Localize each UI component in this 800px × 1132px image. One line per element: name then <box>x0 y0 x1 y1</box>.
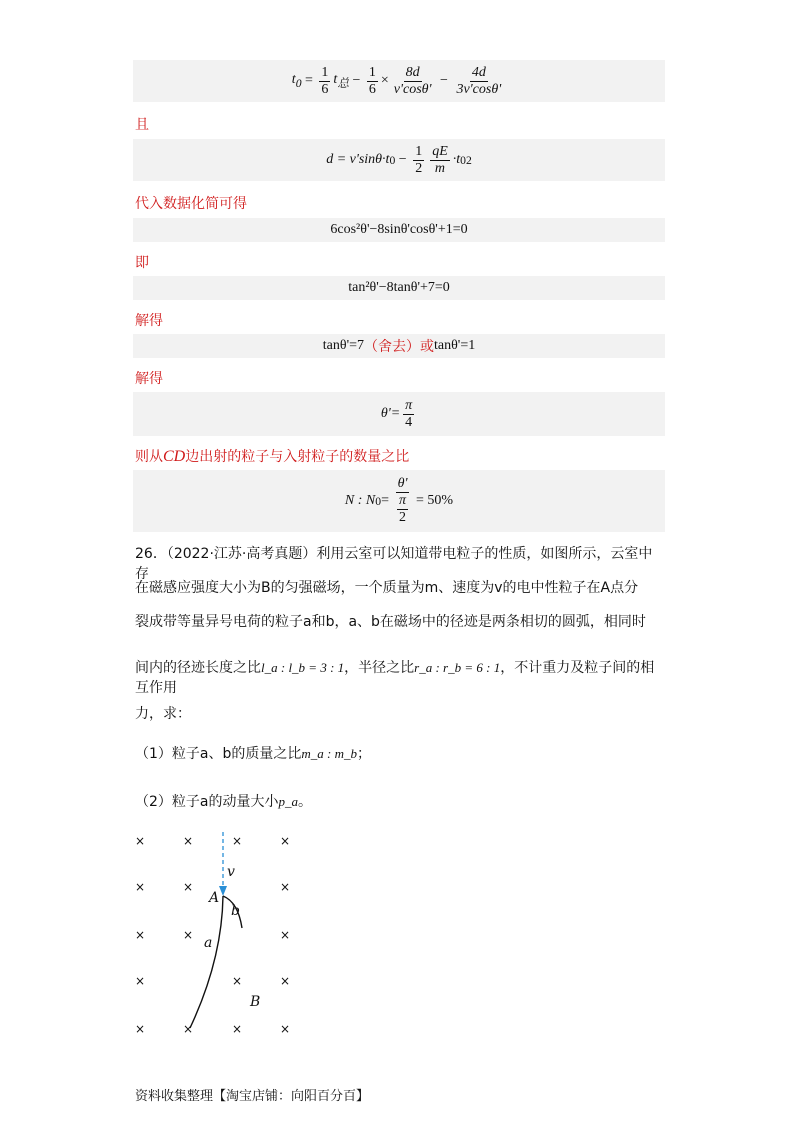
field-cross: × <box>135 834 146 848</box>
label-jiede-2: 解得 <box>135 371 163 387</box>
field-cross: × <box>280 1022 291 1036</box>
field-cross: × <box>183 928 194 942</box>
label-a: a <box>204 935 213 951</box>
label-v: v <box>227 864 235 880</box>
label-ratio: 则从CD边出射的粒子与入射粒子的数量之比 <box>135 448 410 465</box>
question-2: （2）粒子a的动量大小p_a。 <box>135 794 312 810</box>
equation-7: N : N 0 = $\frac{\theta'}{\frac{\pi}{2}}$ = 50% <box>133 470 665 532</box>
trajectory-svg <box>130 830 310 1040</box>
field-cross: × <box>232 974 243 988</box>
field-cross: × <box>135 974 146 988</box>
field-cross: × <box>183 834 194 848</box>
equation-3: 6cos²θ'−8sinθ'cosθ'+1=0 <box>133 218 665 242</box>
label-dairu: 代入数据化简可得 <box>135 196 247 212</box>
problem-line-3: 裂成带等量异号电荷的粒子a和b，a、b在磁场中的径迹是两条相切的圆弧，相同时 <box>135 614 646 630</box>
equation-d: d = v'sinθ·t 0 − $\frac{1}{2}$ $\frac{qE}{m}$ ·t 0 2 <box>133 139 665 181</box>
field-cross: × <box>135 880 146 894</box>
field-cross: × <box>280 880 291 894</box>
field-cross: × <box>135 928 146 942</box>
label-ji: 即 <box>135 255 149 271</box>
field-cross: × <box>232 834 243 848</box>
equation-5: tanθ'=7 （舍去）或 tanθ'=1 <box>133 334 665 358</box>
problem-line-4: 间内的径迹长度之比l_a : l_b = 3 : 1，半径之比r_a : r_b = 6 : 1，不计重力及粒子间的相互作用 <box>135 660 655 696</box>
problem-line-5: 力，求： <box>135 706 191 722</box>
cloud-chamber-figure <box>130 830 310 1040</box>
problem-line-1: 26．（2022·江苏·高考真题）利用云室可以知道带电粒子的性质，如图所示，云室中存 <box>135 546 653 582</box>
footer-source: 资料收集整理【淘宝店铺：向阳百分百】 <box>135 1089 370 1104</box>
field-cross: × <box>232 1022 243 1036</box>
question-1: （1）粒子a、b的质量之比m_a : m_b； <box>135 746 371 762</box>
label-B: B <box>250 994 261 1010</box>
field-cross: × <box>183 1022 194 1036</box>
equation-6: θ'= $\frac{\pi}{4}$ <box>133 392 665 436</box>
label-A: A <box>209 890 220 906</box>
label-b: b <box>231 903 240 919</box>
equation-4: tan²θ'−8tanθ'+7=0 <box>133 276 665 300</box>
field-cross: × <box>280 834 291 848</box>
label-jiede-1: 解得 <box>135 313 163 329</box>
problem-line-2: 在磁感应强度大小为B的匀强磁场，一个质量为m、速度为v的电中性粒子在A点分 <box>135 580 639 596</box>
label-qie: 且 <box>135 117 149 133</box>
track-a <box>190 896 223 1028</box>
arrow-head-icon <box>219 886 227 896</box>
field-cross: × <box>280 974 291 988</box>
field-cross: × <box>183 880 194 894</box>
field-cross: × <box>280 928 291 942</box>
equation-t0: $t_0$ = $\frac{1}{6}$ $t_总$ − $\frac{1}{6}$ × $\frac{8d}{v'\cos\theta'}$ − $\frac{4d}{3v'\cos\theta'}$ <box>133 60 665 102</box>
field-cross: × <box>135 1022 146 1036</box>
